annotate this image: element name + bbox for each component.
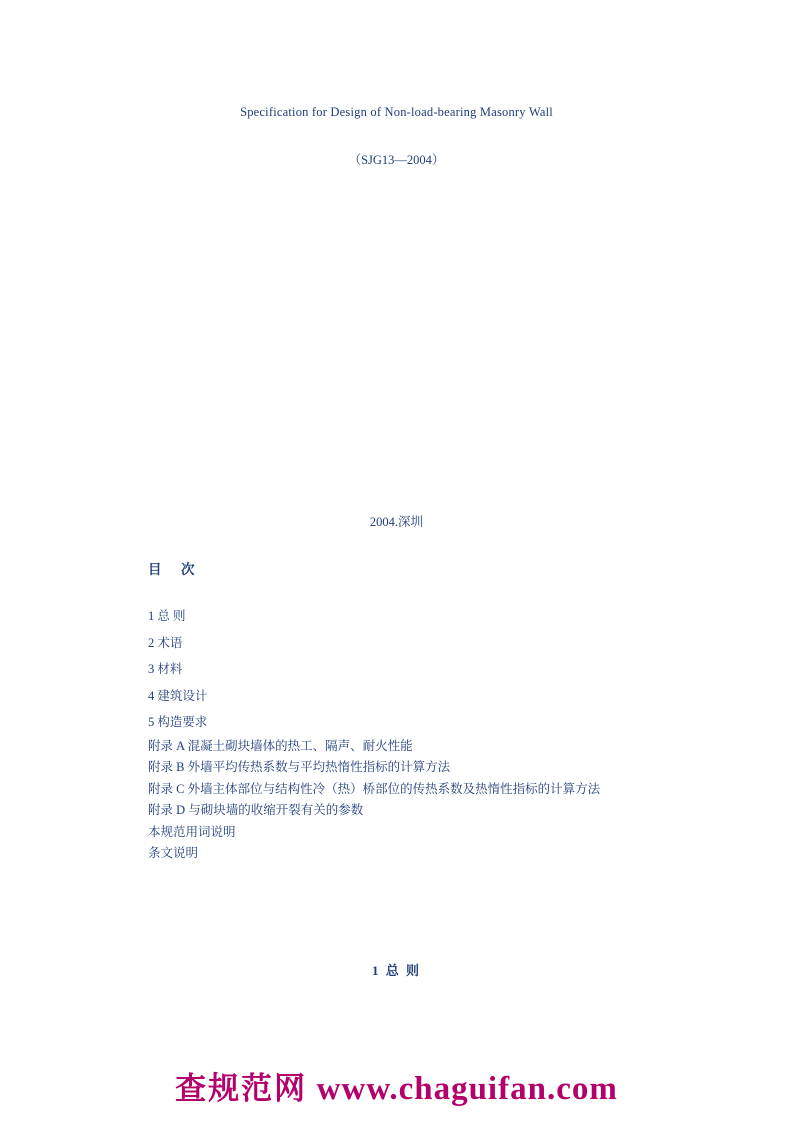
list-item[interactable]: 条文说明 — [148, 846, 199, 861]
list-item[interactable]: 附录 C 外墙主体部位与结构性冷（热）桥部位的传热系数及热惰性指标的计算方法 — [148, 781, 601, 796]
site-watermark — [0, 1063, 793, 1108]
table-of-contents-list — [148, 603, 748, 865]
chapter-1-heading: 1 总 则 — [371, 963, 421, 978]
table-of-contents-heading: 目 次 — [148, 562, 198, 577]
list-item[interactable]: 本规范用词说明 — [148, 824, 236, 839]
list-item[interactable]: 附录 D 与砌块墙的收缩开裂有关的参数 — [148, 803, 364, 818]
publication-place-date: 2004.深圳 — [369, 515, 424, 529]
watermark-site-name: 查规范网 — [175, 1071, 308, 1107]
document-title-english: Specification for Design of Non-load-bearing Masonry Wall — [240, 105, 553, 119]
watermark-site-url: www.chaguifan.com — [316, 1071, 618, 1107]
list-item[interactable]: 4 建筑设计 — [148, 688, 208, 703]
list-item[interactable]: 1 总 则 — [148, 609, 186, 623]
list-item[interactable]: 2 术语 — [148, 635, 183, 650]
list-item[interactable]: 附录 A 混凝土砌块墙体的热工、隔声、耐火性能 — [148, 738, 413, 753]
document-standard-code: （SJG13—2004） — [348, 153, 445, 167]
list-item[interactable]: 附录 B 外墙平均传热系数与平均热惰性指标的计算方法 — [148, 760, 451, 775]
list-item[interactable]: 3 材料 — [148, 662, 183, 677]
list-item[interactable]: 5 构造要求 — [148, 715, 208, 730]
